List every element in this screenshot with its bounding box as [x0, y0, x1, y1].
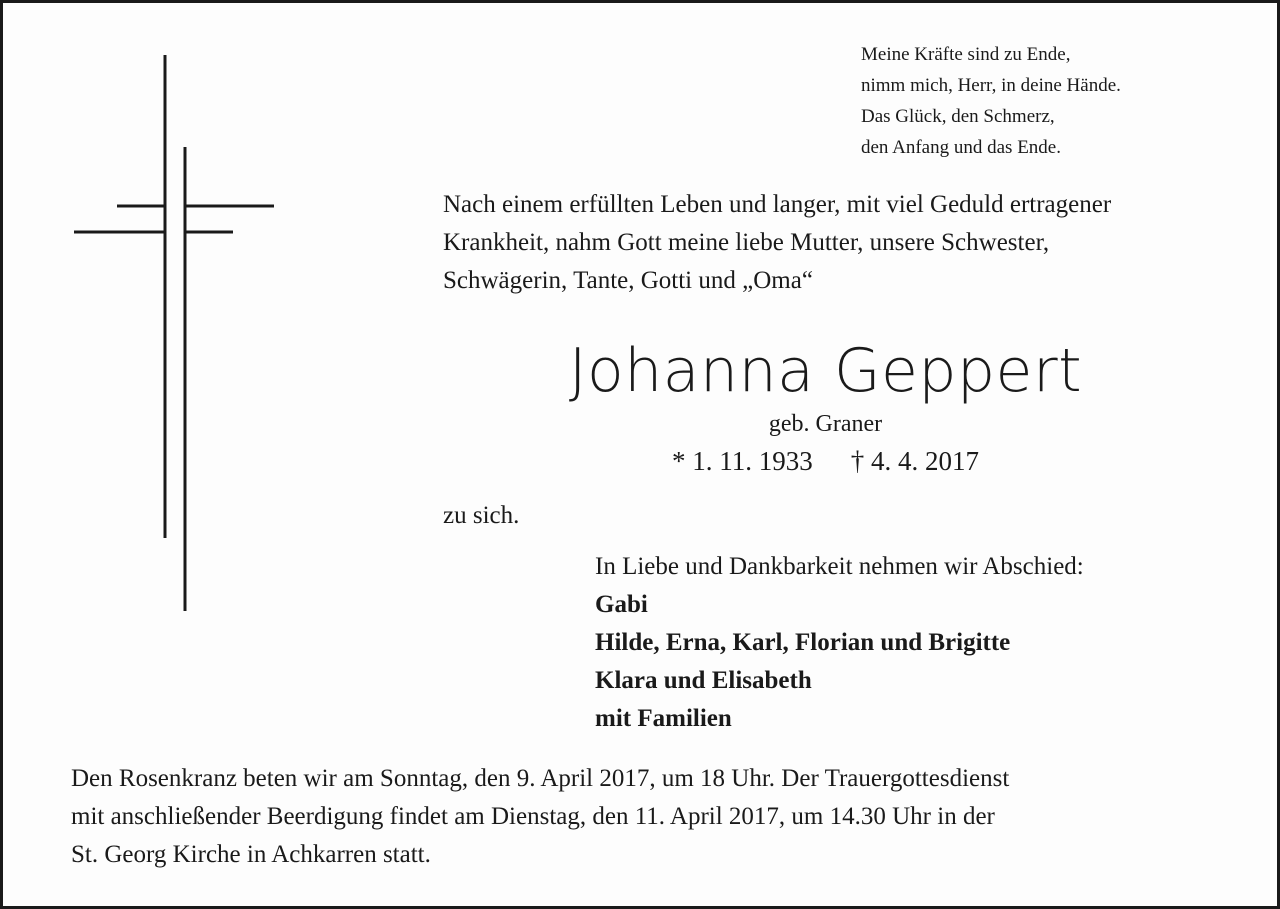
- mourner-line: mit Familien: [595, 705, 732, 732]
- poem-line: den Anfang und das Ende.: [861, 137, 1061, 158]
- deceased-name: Johanna Geppert: [568, 336, 1083, 406]
- farewell-heading: In Liebe und Dankbarkeit nehmen wir Abschied:: [595, 553, 1084, 580]
- poem-line: Das Glück, den Schmerz,: [861, 106, 1055, 127]
- cross-icon: [63, 43, 283, 623]
- notice-line: Den Rosenkranz beten wir am Sonntag, den 9. April 2017, um 18 Uhr. Der Trauergottesdienst: [71, 765, 1010, 792]
- farewell-block: [595, 548, 1084, 738]
- intro-line: Nach einem erfüllten Leben und langer, mit viel Geduld ertragener: [443, 191, 1112, 218]
- service-notice: [71, 760, 1221, 874]
- notice-line: St. Georg Kirche in Achkarren statt.: [71, 841, 431, 868]
- death-date: † 4. 4. 2017: [850, 446, 979, 476]
- mourner-line: Gabi: [595, 591, 648, 618]
- poem-line: Meine Kräfte sind zu Ende,: [861, 44, 1071, 65]
- intro-line: Schwägerin, Tante, Gotti und „Oma“: [443, 267, 813, 294]
- closing-text: zu sich.: [443, 502, 520, 529]
- life-dates: [443, 443, 1208, 479]
- intro-text: [443, 186, 1233, 300]
- intro-line: Krankheit, nahm Gott meine liebe Mutter, unsere Schwester,: [443, 229, 1050, 256]
- notice-line: mit anschließender Beerdigung findet am Dienstag, den 11. April 2017, um 14.30 Uhr in der: [71, 803, 995, 830]
- maiden-name: geb. Graner: [768, 411, 883, 437]
- mourner-line: Klara und Elisabeth: [595, 667, 812, 694]
- birth-date: * 1. 11. 1933: [672, 446, 813, 476]
- mourner-line: Hilde, Erna, Karl, Florian und Brigitte: [595, 629, 1011, 656]
- poem-line: nimm mich, Herr, in deine Hände.: [861, 75, 1121, 96]
- poem: [861, 39, 1121, 163]
